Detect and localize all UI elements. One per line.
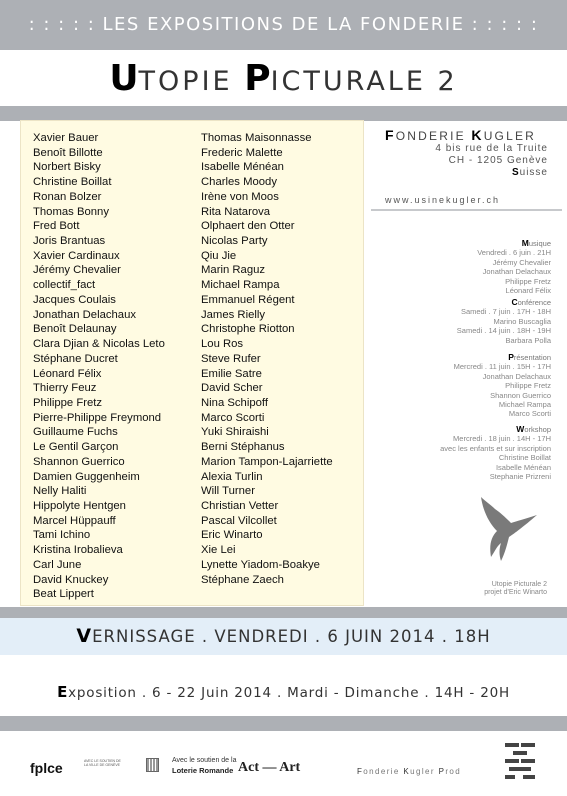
event-line: Barbara Polla [505,335,551,345]
event-presentation [454,353,551,419]
artist-name: Stéphane Ducret [33,352,118,365]
event-line: Léonard Félix [505,286,551,296]
artist-name: Isabelle Ménéan [201,161,284,174]
artist-name: Christian Vetter [201,499,279,512]
header-band [0,0,567,50]
address-country: Suisse [511,167,548,178]
artist-name: Nicolas Party [201,235,268,248]
artist-name: Beat Lippert [33,588,94,601]
geneva-crest-icon [146,758,159,772]
artist-name: Thomas Maisonnasse [201,132,312,144]
artist-name: James Rielly [201,308,266,321]
venue-address [435,143,548,179]
loterie-romande-logo: Loterie Romande [172,766,234,775]
event-line: Philippe Fretz [505,381,551,391]
vernissage-text: VERNISSAGE . VENDREDI . 6 JUIN 2014 . 18H [76,625,491,647]
divider-band-top [0,106,567,121]
artist-name: David Knuckey [33,573,109,586]
event-heading: Workshop [516,424,551,434]
venue-panel [371,121,562,601]
event-line: Stephanie Prizreni [489,472,551,482]
artist-name: Guillaume Fuchs [33,426,118,439]
event-music [477,239,551,295]
artist-name: Qiu Jie [201,249,237,262]
artist-name: Philippe Fretz [33,396,103,409]
event-line: Jonathan Delachaux [482,267,551,277]
event-heading: Musique [521,238,551,248]
event-line: Philippe Fretz [505,276,551,286]
event-line: Isabelle Ménéan [495,462,551,472]
artist-name: Christine Boillat [33,176,112,189]
artist-name: Marion Tampon-Lajarriette [201,455,333,468]
artist-name: Hippolyte Hentgen [33,499,126,512]
exhibition-title [0,58,567,106]
artist-name: Michael Rampa [201,279,280,292]
artist-name: Joris Brantuas [33,235,106,248]
event-line: Samedi . 7 juin . 17H - 18H [460,307,551,317]
fkp-logo-icon [505,743,535,783]
artists-panel [20,120,364,606]
event-line: Marino Buscaglia [493,316,551,326]
artist-name: Lynette Yiadom-Boakye [201,558,320,571]
artist-name: Xavier Cardinaux [33,249,120,262]
address-line-1: 4 bis rue de la Truite [435,143,548,154]
artists-column-2 [201,131,333,587]
artist-name: Pierre-Philippe Freymond [33,411,162,424]
artist-name: Thierry Feuz [33,382,97,395]
event-line: Mercredi . 11 juin . 15H - 17H [453,362,551,372]
title-initial-u: U [109,58,139,99]
artist-name: Shannon Guerrico [33,455,125,468]
artist-name: Thomas Bonny [33,205,109,218]
event-line: avec les enfants et sur inscription [440,443,551,453]
venue-divider [371,209,562,211]
artist-name: Stéphane Zaech [201,573,284,586]
divider-band-bottom [0,716,567,731]
artist-name: Jérémy Chevalier [33,264,121,277]
artist-name: collectif_fact [33,279,96,292]
artist-name: Emmanuel Régent [201,293,295,306]
artist-name: David Scher [201,382,263,395]
artist-name: Jacques Coulais [33,293,116,306]
artist-name: Xavier Bauer [33,132,99,144]
event-line: Christine Boillat [498,453,551,463]
artist-name: Norbert Bisky [33,161,101,174]
artist-name: Tami Ichino [33,529,91,542]
caption-line-2: projet d'Eric Winarto [484,589,547,596]
artist-name: Steve Rufer [201,352,261,365]
artist-name: Alexia Turlin [201,470,263,483]
title-word-2: ICTURALE [270,66,438,97]
exposition-dates: Exposition . 6 - 22 Juin 2014 . Mardi - Dimanche . 14H - 20H [57,683,510,701]
artist-name: Carl June [33,558,82,571]
event-line: Vendredi . 6 juin . 21H [477,248,551,258]
artist-name: Emilie Satre [201,367,262,380]
artist-name: Eric Winarto [201,529,263,542]
artwork-caption [484,581,547,597]
artist-name: Irène von Moos [201,190,279,203]
event-workshop [440,425,551,481]
event-line: Marco Scorti [508,409,551,419]
artist-name: Fred Bott [33,220,80,233]
artist-name: Benoît Billotte [33,146,103,159]
footer [0,730,567,796]
event-heading: Présentation [508,352,551,362]
act-art-logo: Act — Art [238,760,301,775]
artist-name: Ronan Bolzer [33,190,102,203]
event-heading: Conférence [511,297,551,307]
address-line-2: CH - 1205 Genève [448,155,548,166]
artist-name: Xie Lei [201,544,236,557]
vernissage-band [0,618,567,655]
artist-name: Frederic Malette [201,146,283,159]
artist-name: Will Turner [201,485,255,498]
series-title: : : : : : LES EXPOSITIONS DE LA FONDERIE : : : : : [28,14,539,35]
artist-name: Jonathan Delachaux [33,308,137,321]
artist-name: Le Gentil Garçon [33,441,119,454]
artist-name: Benoît Delaunay [33,323,117,336]
venue-website[interactable]: www.usinekugler.ch [385,195,501,205]
event-line: Michael Rampa [498,400,551,410]
fonderie-kugler-prod: Fonderie Kugler Prod [357,767,462,776]
title-word-1: TOPIE [138,66,245,97]
event-line: Mercredi . 18 juin . 14H - 17H [453,434,551,444]
title-initial-p: P [244,58,271,99]
artist-name: Berni Stéphanus [201,441,285,454]
artist-name: Nina Schipoff [201,396,268,409]
artist-name: Olphaert den Otter [201,220,295,233]
event-line: Jérémy Chevalier [492,257,551,267]
artist-name: Léonard Félix [33,367,102,380]
artist-name: Kristina Irobalieva [33,544,123,557]
event-line: Samedi . 14 juin . 18H - 19H [456,326,551,336]
artist-name: Marco Scorti [201,411,265,424]
artist-name: Christophe Riotton [201,323,295,336]
swallow-bird-icon [477,497,539,561]
title-number: 2 [437,66,458,97]
artist-name: Rita Natarova [201,205,271,218]
artists-column-1 [33,131,165,602]
artist-name: Clara Djian & Nicolas Leto [33,338,165,351]
fplce-logo: fplce [30,760,63,776]
artist-name: Pascal Vilcollet [201,514,277,527]
sponsor-text: Avec le soutien de la [172,757,237,764]
artist-name: Damien Guggenheim [33,470,140,483]
fplce-small-print: AVEC LE SOUTIEN DE LA VILLE DE GENÈVE [84,759,121,768]
event-line: Jonathan Delachaux [482,371,551,381]
caption-line-1: Utopie Picturale 2 [491,581,547,588]
artist-name: Marin Raguz [201,264,266,277]
artist-name: Nelly Haliti [33,485,87,498]
artist-name: Marcel Hüppauff [33,514,116,527]
artist-name: Yuki Shiraishi [201,426,269,439]
event-conference [457,298,551,345]
event-line: Shannon Guerrico [490,390,551,400]
venue-name: FONDERIE KUGLER [385,127,537,143]
artist-name: Lou Ros [201,338,244,351]
artist-name: Charles Moody [201,176,277,189]
